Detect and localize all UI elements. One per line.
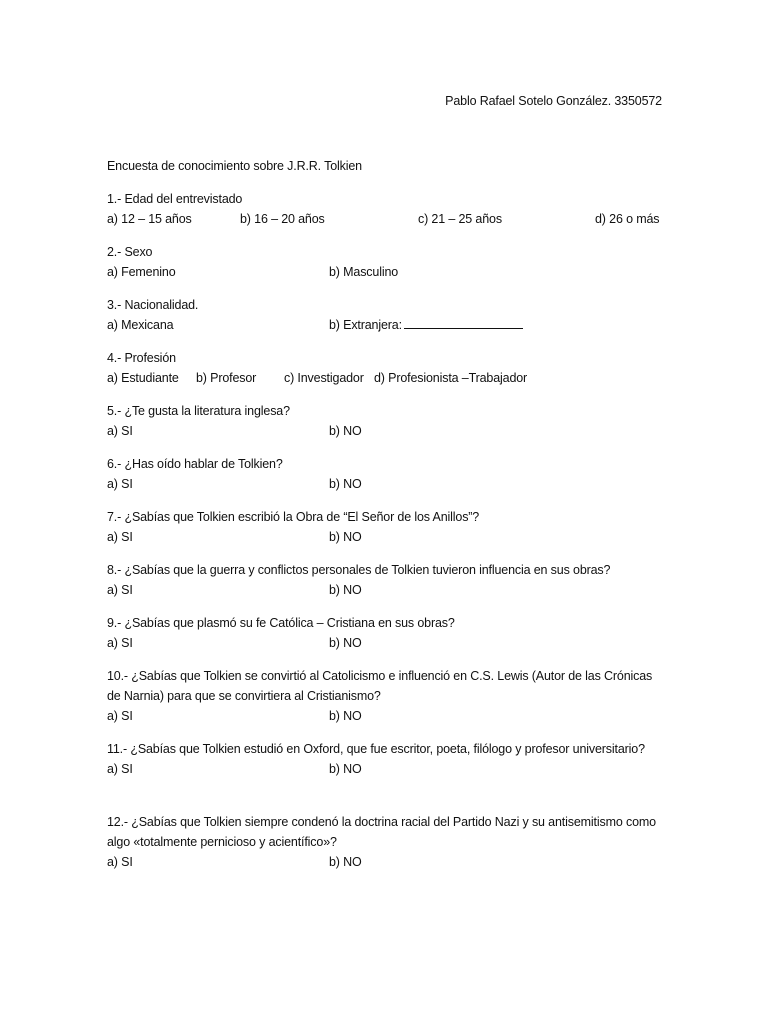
option-a: a) SI xyxy=(107,709,133,723)
options-row xyxy=(107,580,667,600)
question-10 xyxy=(107,666,667,726)
question-8 xyxy=(107,560,667,600)
option-a: a) SI xyxy=(107,762,133,776)
survey-title: Encuesta de conocimiento sobre J.R.R. Tolkien xyxy=(107,159,362,173)
option-a: a) Estudiante xyxy=(107,371,179,385)
options-row xyxy=(107,527,667,547)
question-5 xyxy=(107,401,667,441)
option-a: a) Femenino xyxy=(107,265,176,279)
option-b: b) NO xyxy=(329,424,362,438)
option-b-label: b) Extranjera: xyxy=(329,318,402,332)
option-b xyxy=(329,315,523,335)
option-b: b) NO xyxy=(329,855,362,869)
question-12 xyxy=(107,812,667,872)
question-9 xyxy=(107,613,667,653)
question-text: 12.- ¿Sabías que Tolkien siempre condenó la doctrina racial del Partido Nazi y su antisemitismo como algo «totalmente pernicioso y acientífico»? xyxy=(107,815,656,849)
option-a: a) SI xyxy=(107,636,133,650)
options-row xyxy=(107,209,667,229)
question-text: 8.- ¿Sabías que la guerra y conflictos personales de Tolkien tuvieron influencia en sus obras? xyxy=(107,563,611,577)
question-text: 4.- Profesión xyxy=(107,351,176,365)
question-text: 10.- ¿Sabías que Tolkien se convirtió al Catolicismo e influenció en C.S. Lewis (Autor de las Crónicas de Narnia) para que se convirtiera al Cristianismo? xyxy=(107,669,653,703)
option-a: a) SI xyxy=(107,530,133,544)
option-a: a) SI xyxy=(107,477,133,491)
option-b: b) NO xyxy=(329,477,362,491)
option-a: a) 12 – 15 años xyxy=(107,212,192,226)
option-a: a) Mexicana xyxy=(107,318,174,332)
option-b: b) 16 – 20 años xyxy=(240,212,325,226)
option-a: a) SI xyxy=(107,424,133,438)
options-row xyxy=(107,262,667,282)
question-text: 1.- Edad del entrevistado xyxy=(107,192,243,206)
question-6 xyxy=(107,454,667,494)
option-b: b) NO xyxy=(329,709,362,723)
question-text: 9.- ¿Sabías que plasmó su fe Católica – Cristiana en sus obras? xyxy=(107,616,455,630)
question-text: 7.- ¿Sabías que Tolkien escribió la Obra de “El Señor de los Anillos”? xyxy=(107,510,480,524)
options-row xyxy=(107,474,667,494)
option-c: c) 21 – 25 años xyxy=(418,212,502,226)
option-b: b) NO xyxy=(329,530,362,544)
options-row xyxy=(107,759,667,779)
question-11 xyxy=(107,739,667,779)
option-a: a) SI xyxy=(107,855,133,869)
options-row xyxy=(107,852,667,872)
options-row xyxy=(107,421,667,441)
question-4 xyxy=(107,348,667,388)
option-b: b) NO xyxy=(329,762,362,776)
question-2 xyxy=(107,242,667,282)
question-7 xyxy=(107,507,667,547)
option-d: d) Profesionista –Trabajador xyxy=(374,371,528,385)
option-b: b) NO xyxy=(329,583,362,597)
question-text: 3.- Nacionalidad. xyxy=(107,298,199,312)
option-d: d) 26 o más xyxy=(595,212,660,226)
option-b: b) Profesor xyxy=(196,371,257,385)
question-text: 11.- ¿Sabías que Tolkien estudió en Oxford, que fue escritor, poeta, filólogo y profesor universitario? xyxy=(107,742,645,756)
options-row xyxy=(107,633,667,653)
option-b: b) Masculino xyxy=(329,265,399,279)
question-3 xyxy=(107,295,667,335)
option-b: b) NO xyxy=(329,636,362,650)
author-line: Pablo Rafael Sotelo González. 3350572 xyxy=(445,94,662,108)
fill-in-blank xyxy=(404,316,523,329)
question-text: 6.- ¿Has oído hablar de Tolkien? xyxy=(107,457,283,471)
options-row xyxy=(107,706,667,726)
options-row xyxy=(107,315,667,335)
option-c: c) Investigador xyxy=(284,371,364,385)
question-1 xyxy=(107,189,667,229)
option-a: a) SI xyxy=(107,583,133,597)
question-text: 2.- Sexo xyxy=(107,245,153,259)
options-row xyxy=(107,368,667,388)
question-text: 5.- ¿Te gusta la literatura inglesa? xyxy=(107,404,290,418)
